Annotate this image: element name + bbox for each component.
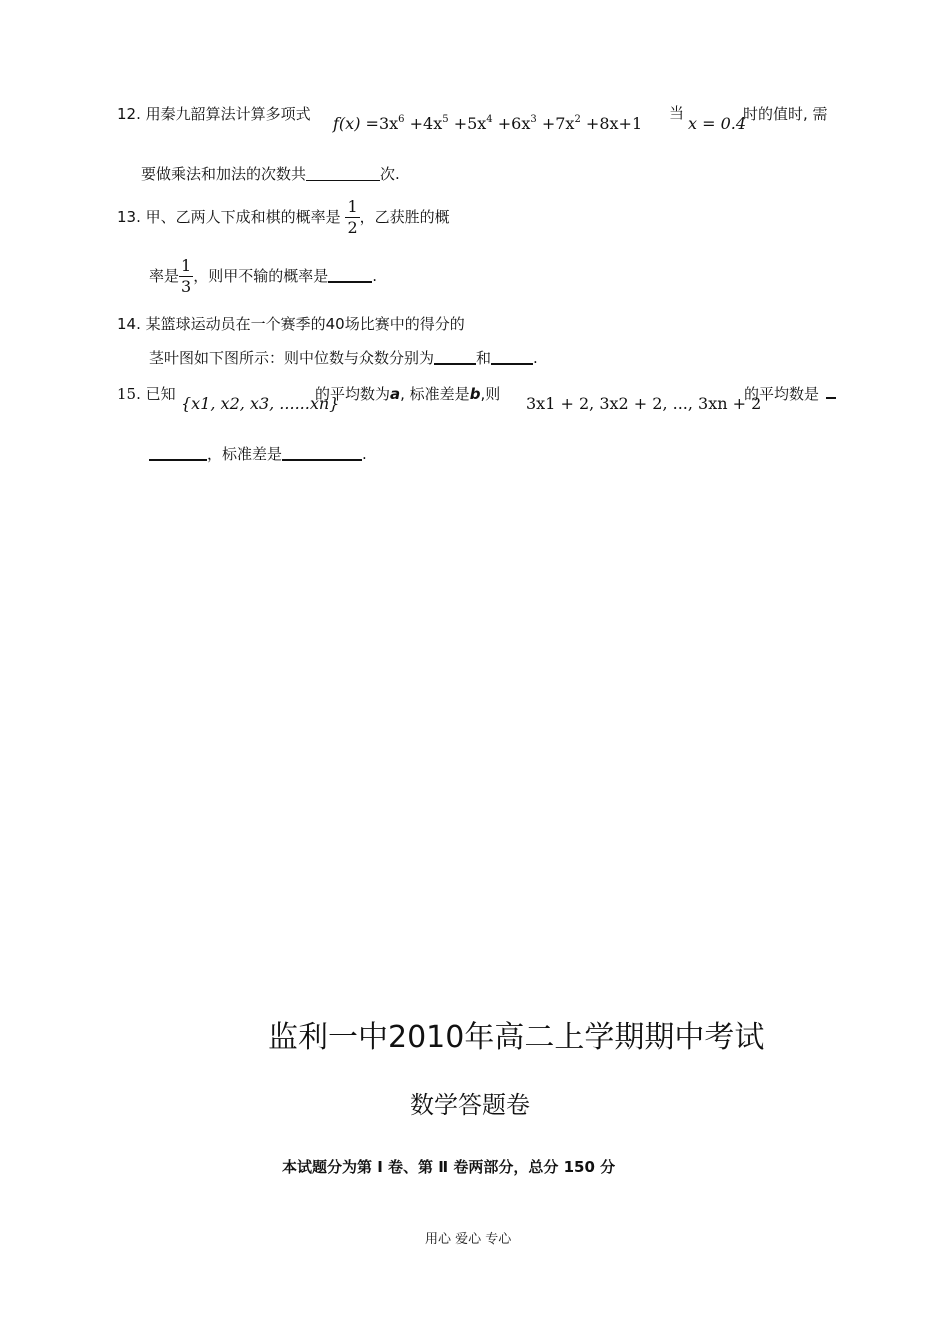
q13-answer-blank[interactable]	[328, 267, 372, 283]
q15-mean-blank[interactable]	[149, 445, 207, 461]
q15-line1-start	[117, 383, 176, 404]
q13-fraction-1	[345, 197, 359, 238]
q12-t6: +8x+1	[585, 114, 643, 133]
q14-text-1: 某篮球运动员在一个赛季的40场比赛中的得分的	[145, 315, 465, 333]
q12-text-3: 要做乘法和加法的次数共	[141, 165, 307, 183]
q12-xval: x = 0.4	[688, 114, 747, 133]
q15-line1-mid	[315, 383, 500, 404]
q15-text-7: .	[362, 445, 367, 463]
q14-text-2: 茎叶图如下图所示：则中位数与众数分别为	[149, 349, 435, 367]
q14-number: 14.	[117, 315, 141, 333]
q12-formula-lhs: f(x)	[333, 114, 361, 133]
q13-line2	[149, 256, 377, 297]
q12-t2: +4x	[409, 114, 443, 133]
q13-text-1: 甲、乙两人下成和棋的概率是	[145, 208, 341, 226]
q12-text-1: 用秦九韶算法计算多项式	[145, 105, 311, 123]
q12-answer-blank[interactable]	[306, 166, 380, 181]
q13-fraction-2	[179, 256, 193, 297]
q12-eq: =	[365, 114, 379, 133]
q12-e5: 2	[574, 114, 581, 125]
q15-std-blank[interactable]	[282, 445, 362, 461]
q12-e1: 6	[398, 114, 405, 125]
q15-blank-start	[826, 397, 836, 399]
q13-text-3: 率是	[149, 267, 180, 285]
q14-line1	[117, 313, 465, 334]
q15-text-6: ，标准差是	[207, 445, 283, 463]
q14-line2	[149, 347, 538, 368]
q12-line2	[141, 163, 400, 184]
q12-t5: +7x	[541, 114, 575, 133]
q13-text-4: ，则甲不输的概率是	[193, 267, 329, 285]
q13-text-2: ，乙获胜的概	[359, 208, 450, 226]
q14-text-3: 和	[476, 349, 492, 367]
q13-number: 13.	[117, 208, 141, 226]
q14-text-4: .	[533, 349, 538, 367]
q15-expression: 3x1 + 2, 3x2 + 2, ..., 3xn + 2	[526, 394, 762, 413]
q12-t3: +5x	[453, 114, 487, 133]
q15-text-1: 已知	[145, 385, 176, 403]
q15-set: {x1, x2, x3, ......xn}	[181, 394, 340, 413]
q12-number: 12.	[117, 105, 141, 123]
q12-line1	[117, 103, 311, 124]
q13-frac1-num: 1	[347, 197, 358, 216]
q12-t4: +6x	[497, 114, 531, 133]
page-footer: 用心 爱心 专心	[425, 1232, 512, 1247]
exam-note: 本试题分为第 Ⅰ 卷、第 Ⅱ 卷两部分，总分 150 分	[282, 1158, 616, 1176]
q12-text-4: 次.	[380, 165, 400, 183]
q12-e2: 5	[442, 114, 449, 125]
q15-text-3: , 标准差是	[400, 385, 470, 403]
q12-t1: 3x	[378, 114, 399, 133]
q15-var-b: b	[469, 385, 481, 403]
q13-frac2-num: 1	[181, 256, 192, 275]
page-subtitle: 数学答题卷	[410, 1091, 530, 1119]
q12-e4: 3	[530, 114, 537, 125]
q13-line1	[117, 197, 450, 238]
q13-frac1-den: 2	[347, 218, 358, 237]
q12-formula	[333, 114, 642, 133]
q15-text-5: 的平均数是	[744, 385, 820, 403]
q13-text-5: .	[372, 267, 377, 285]
q15-number: 15.	[117, 385, 141, 403]
q14-mode-blank[interactable]	[491, 349, 533, 365]
q15-line2	[149, 443, 367, 464]
q15-text-4: ,则	[480, 385, 501, 403]
q15-var-a: a	[390, 385, 401, 403]
q13-frac2-den: 3	[181, 277, 192, 296]
page-title: 监利一中2010年高二上学期期中考试	[268, 1020, 765, 1055]
q14-median-blank[interactable]	[434, 349, 476, 365]
q12-text-2: 时的值时, 需	[743, 105, 828, 123]
q12-e3: 4	[486, 114, 493, 125]
q15-text-2: 的平均数为	[315, 385, 391, 403]
q12-dang: 当	[669, 104, 685, 122]
